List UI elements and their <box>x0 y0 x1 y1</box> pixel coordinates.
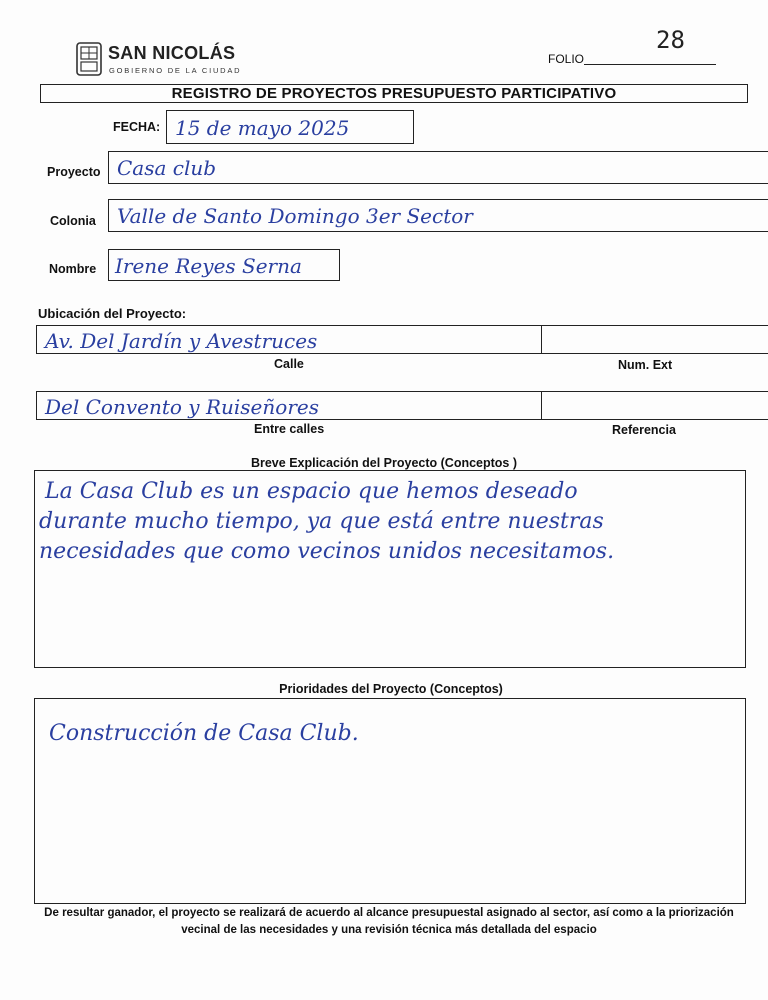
explanation-line-3: necesidades que como vecinos unidos necesitamos. <box>39 539 615 564</box>
logo <box>76 42 246 78</box>
calle-value: Av. Del Jardín y Avestruces <box>45 329 318 353</box>
explanation-line-2: durante mucho tiempo, ya que está entre nuestras <box>39 509 604 534</box>
entre-calles-label: Entre calles <box>254 422 325 436</box>
nombre-value: Irene Reyes Serna <box>115 254 302 278</box>
explanation-label: Breve Explicación del Proyecto (Conceptos ) <box>250 456 518 470</box>
logo-subtitle: GOBIERNO DE LA CIUDAD <box>109 66 242 75</box>
folio-label: FOLIO <box>548 52 585 66</box>
explanation-line-1: La Casa Club es un espacio que hemos deseado <box>45 479 578 504</box>
num-ext-field[interactable] <box>541 325 768 354</box>
folio-number: 28 <box>656 26 685 54</box>
nombre-label: Nombre <box>49 262 97 276</box>
ubicacion-label: Ubicación del Proyecto: <box>38 306 187 321</box>
logo-title: SAN NICOLÁS <box>108 43 236 63</box>
calle-field[interactable] <box>36 325 542 354</box>
colonia-value: Valle de Santo Domingo 3er Sector <box>117 204 473 228</box>
priorities-label: Prioridades del Proyecto (Conceptos) <box>279 682 503 696</box>
form-title-box <box>40 84 748 103</box>
explanation-field[interactable] <box>34 470 746 668</box>
proyecto-field[interactable] <box>108 151 768 184</box>
num-ext-label: Num. Ext <box>618 358 673 372</box>
footer-line-2: vecinal de las necesidades y una revisión técnica más detallada del espacio <box>181 924 597 936</box>
entre-calles-value: Del Convento y Ruiseñores <box>45 395 319 419</box>
referencia-field[interactable] <box>541 391 768 420</box>
referencia-label: Referencia <box>612 423 676 437</box>
footer-line-1: De resultar ganador, el proyecto se realizará de acuerdo al alcance presupuestal asignado al sector, así como a la priorización <box>44 907 734 919</box>
colonia-label: Colonia <box>50 214 96 228</box>
priorities-value: Construcción de Casa Club. <box>49 721 359 746</box>
colonia-field[interactable] <box>108 199 768 232</box>
city-seal-icon <box>76 42 102 76</box>
priorities-field[interactable] <box>34 698 746 904</box>
proyecto-label: Proyecto <box>47 165 101 179</box>
fecha-value: 15 de mayo 2025 <box>175 116 350 140</box>
proyecto-value: Casa club <box>117 156 217 180</box>
fecha-label: FECHA: <box>113 120 161 134</box>
form-title: REGISTRO DE PROYECTOS PRESUPUESTO PARTICIPATIVO <box>171 85 617 102</box>
fecha-field[interactable] <box>166 110 414 144</box>
folio-line <box>584 64 716 65</box>
calle-label: Calle <box>274 357 304 371</box>
entre-calles-field[interactable] <box>36 391 542 420</box>
nombre-field[interactable] <box>108 249 340 281</box>
